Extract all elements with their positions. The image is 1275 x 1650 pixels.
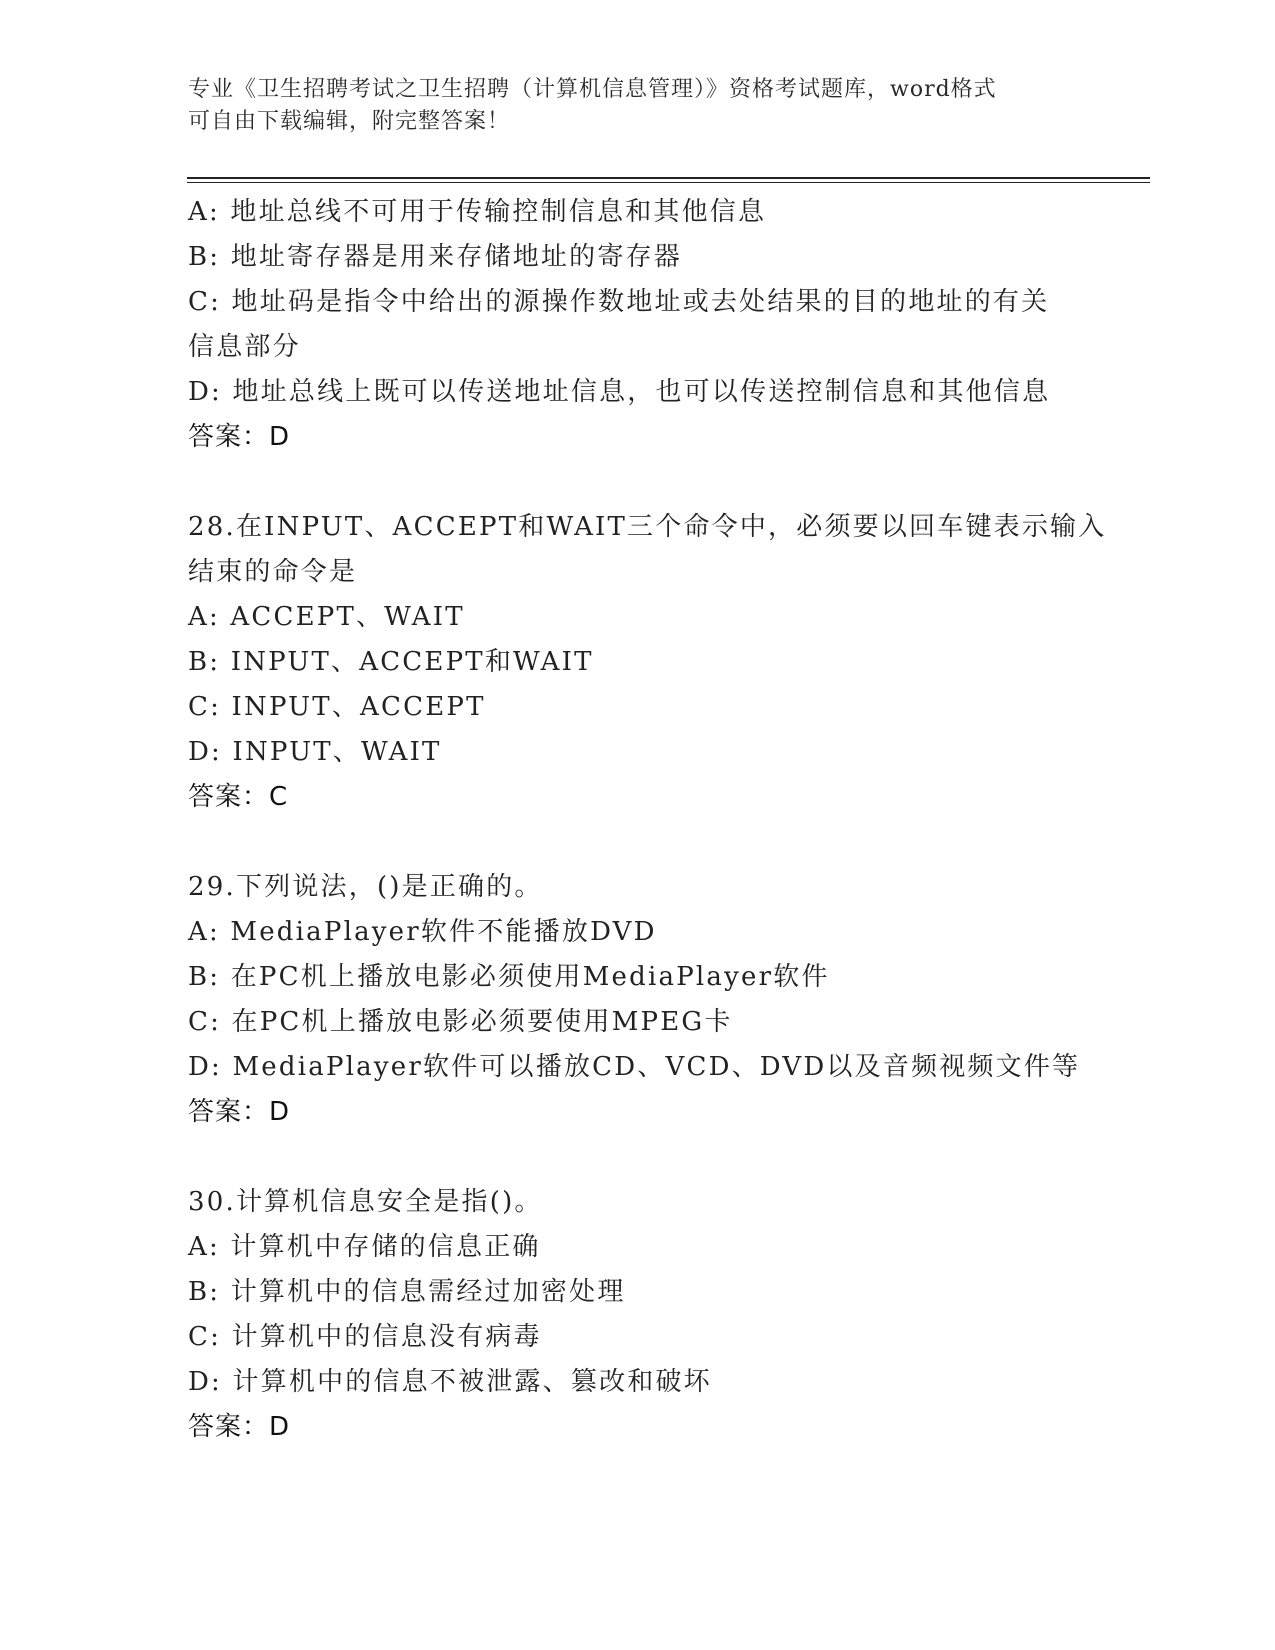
option-a: A: 计算机中存储的信息正确 xyxy=(188,1232,541,1262)
option-c: C: INPUT、ACCEPT xyxy=(188,692,486,722)
option-c: C: 在PC机上播放电影必须要使用MPEG卡 xyxy=(188,1007,733,1037)
question-28 xyxy=(188,505,1107,820)
header-divider-thin xyxy=(187,182,1150,183)
option-b: B: 在PC机上播放电影必须使用MediaPlayer软件 xyxy=(188,962,830,992)
answer-label: 答案：D xyxy=(188,1412,291,1442)
header-line-2: 可自由下载编辑，附完整答案！ xyxy=(188,109,511,134)
header-divider-thick xyxy=(187,177,1150,179)
option-a: A: ACCEPT、WAIT xyxy=(188,602,465,632)
question-stem-continued: 结束的命令是 xyxy=(188,557,358,587)
option-a: A: MediaPlayer软件不能播放DVD xyxy=(188,917,657,947)
answer-label: 答案：D xyxy=(188,1097,291,1127)
option-d: D: MediaPlayer软件可以播放CD、VCD、DVD以及音频视频文件等 xyxy=(188,1052,1081,1082)
answer-label: 答案：D xyxy=(188,422,291,452)
option-b: B: 地址寄存器是用来存储地址的寄存器 xyxy=(188,242,682,272)
option-b: B: 计算机中的信息需经过加密处理 xyxy=(188,1277,626,1307)
question-stem: 30.计算机信息安全是指()。 xyxy=(188,1187,543,1217)
question-stem: 28.在INPUT、ACCEPT和WAIT三个命令中，必须要以回车键表示输入 xyxy=(188,512,1107,542)
question-29 xyxy=(188,865,1088,1135)
question-27 xyxy=(188,190,1088,460)
option-b: B: INPUT、ACCEPT和WAIT xyxy=(188,647,594,677)
header-line-1: 专业《卫生招聘考试之卫生招聘（计算机信息管理）》资格考试题库，word格式 xyxy=(188,77,997,102)
answer-label: 答案：C xyxy=(188,782,289,812)
spacer xyxy=(188,1135,1088,1180)
option-c: C: 计算机中的信息没有病毒 xyxy=(188,1322,542,1352)
option-d: D: INPUT、WAIT xyxy=(188,737,442,767)
option-c: C: 地址码是指令中给出的源操作数地址或去处结果的目的地址的有关 xyxy=(188,287,1050,317)
spacer xyxy=(188,820,1088,865)
option-a: A: 地址总线不可用于传输控制信息和其他信息 xyxy=(188,197,767,227)
question-stem: 29.下列说法，()是正确的。 xyxy=(188,872,543,902)
question-list xyxy=(188,190,1107,1450)
option-d: D: 地址总线上既可以传送地址信息，也可以传送控制信息和其他信息 xyxy=(188,377,1051,407)
option-c-continued: 信息部分 xyxy=(188,332,301,362)
spacer xyxy=(188,460,1088,505)
document-header xyxy=(188,74,1088,138)
question-30 xyxy=(188,1180,1088,1450)
option-d: D: 计算机中的信息不被泄露、篡改和破坏 xyxy=(188,1367,712,1397)
